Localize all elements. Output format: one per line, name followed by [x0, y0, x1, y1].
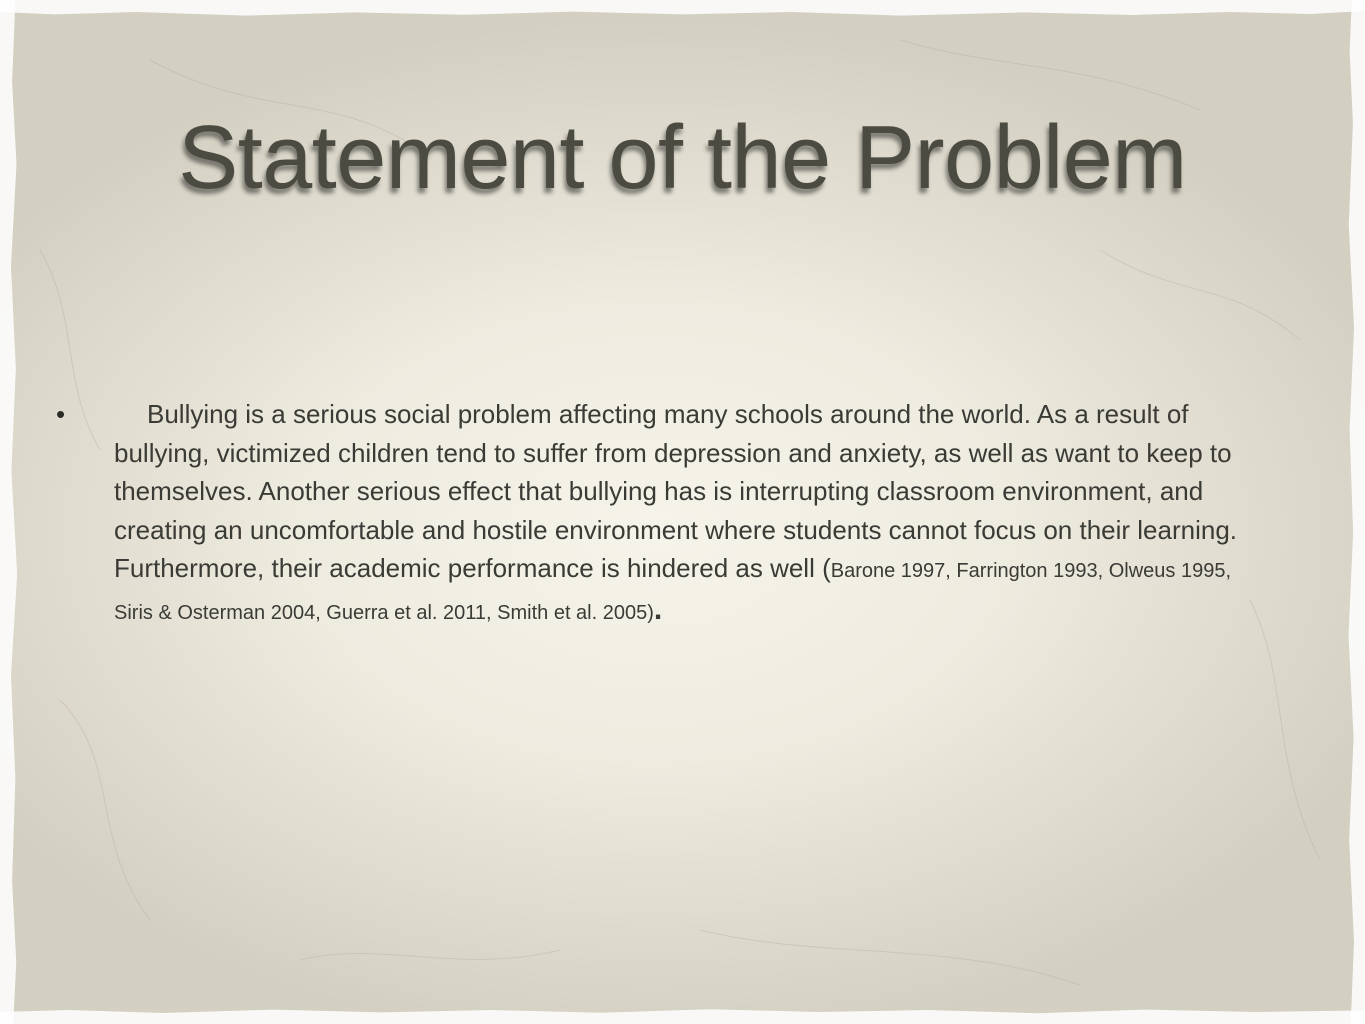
slide-title: Statement of the Problem	[178, 108, 1187, 208]
bullet-dot: •	[56, 399, 66, 429]
paper-edge-bottom	[0, 1004, 1365, 1024]
problem-paragraph	[114, 395, 1249, 632]
paragraph-end-period: .	[653, 592, 663, 626]
paragraph-citations: Barone 1997, Farrington 1993, Olweus 1995, Siris & Osterman 2004, Guerra et al. 2011, Smith et al. 2005)	[114, 560, 1232, 624]
paragraph-main-text: Bullying is a serious social problem affecting many schools around the world. As a result of bullying, victimized children tend to suffer from depression and anxiety, as well as want to keep to themselves. Another serious effect that bullying has is interrupting classroom environment, and creating an uncomfortable and hostile environment where students cannot focus on their learning. Furthermore, their academic performance is hindered as well (	[114, 399, 1238, 583]
paper-edge-top	[0, 0, 1365, 20]
